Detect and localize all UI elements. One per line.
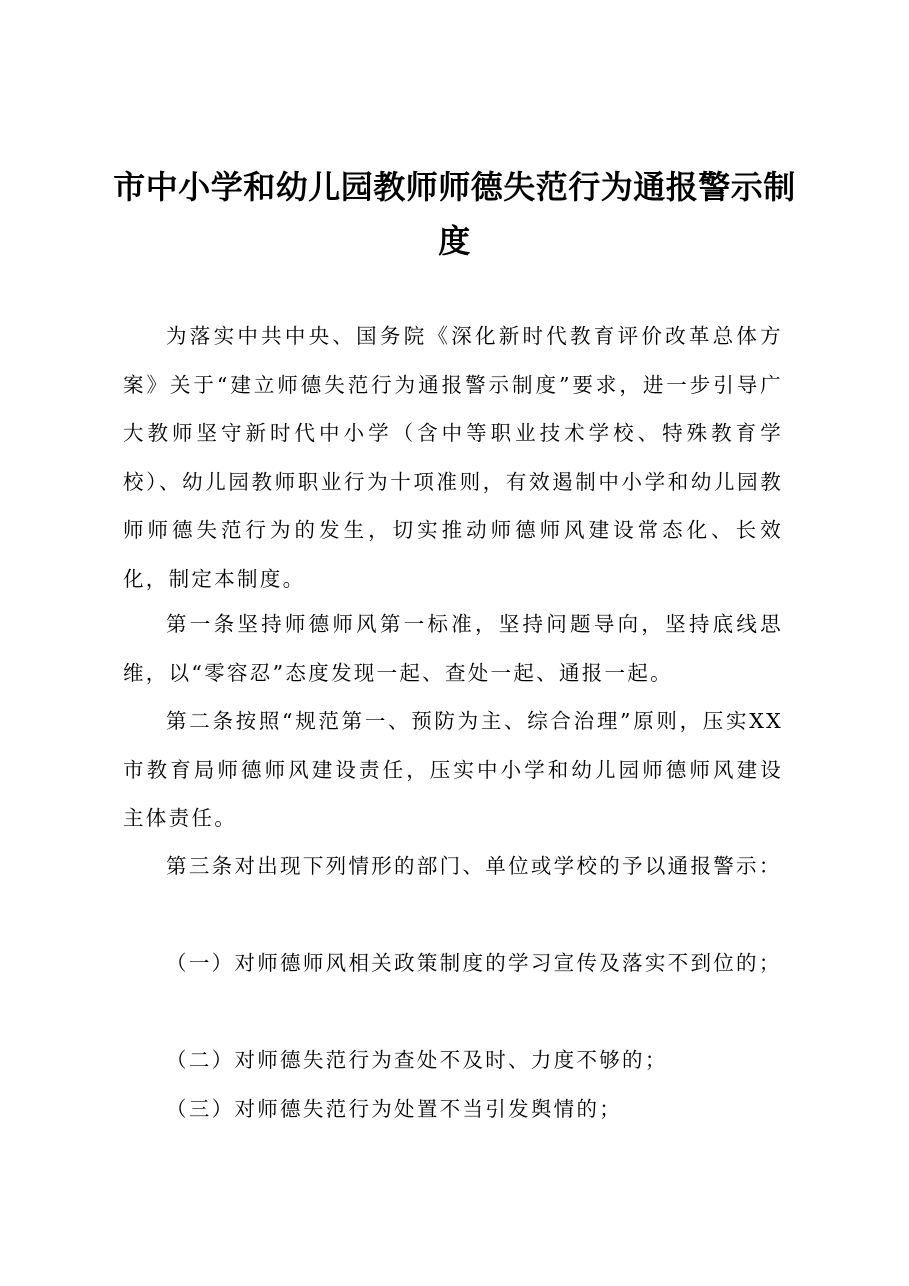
article-2-block [123,697,783,843]
article-3-item-2-block [123,1036,783,1085]
article-3-item-3: （三）对师德失范行为处置不当引发舆情的； [166,1097,623,1121]
article-3-item-1: （一）对师德师风相关政策制度的学习宣传及落实不到位的； [166,951,782,975]
document-title: 市中小学和幼儿园教师师德失范行为通报警示制度 [113,168,796,260]
intro-paragraph-block [123,312,783,603]
article-3-paragraph: 第三条对出现下列情形的部门、单位或学校的予以通报警示： [166,854,782,878]
intro-paragraph: 为落实中共中央、国务院《深化新时代教育评价改革总体方案》关于“建立师德失范行为通报警示制度”要求，进一步引导广大教师坚守新时代中小学（含中等职业技术学校、特殊教育学校）、幼儿园教师职业行为十项准则，有效遏制中小学和幼儿园教师师德失范行为的发生，切实推动师德师风建设常态化、长效化，制定本制度。 [123,324,783,591]
article-1-block [123,600,783,697]
article-3-block [123,842,783,891]
article-3-item-3-block [123,1085,783,1134]
article-2-paragraph: 第二条按照“规范第一、预防为主、综合治理”原则，压实XX市教育局师德师风建设责任，压实中小学和幼儿园师德师风建设主体责任。 [123,709,783,830]
article-3-item-1-block [123,939,783,988]
article-1-paragraph: 第一条坚持师德师风第一标准，坚持问题导向，坚持底线思维，以“零容忍”态度发现一起、查处一起、通报一起。 [123,612,783,685]
article-3-item-2: （二）对师德失范行为查处不及时、力度不够的； [166,1048,668,1072]
